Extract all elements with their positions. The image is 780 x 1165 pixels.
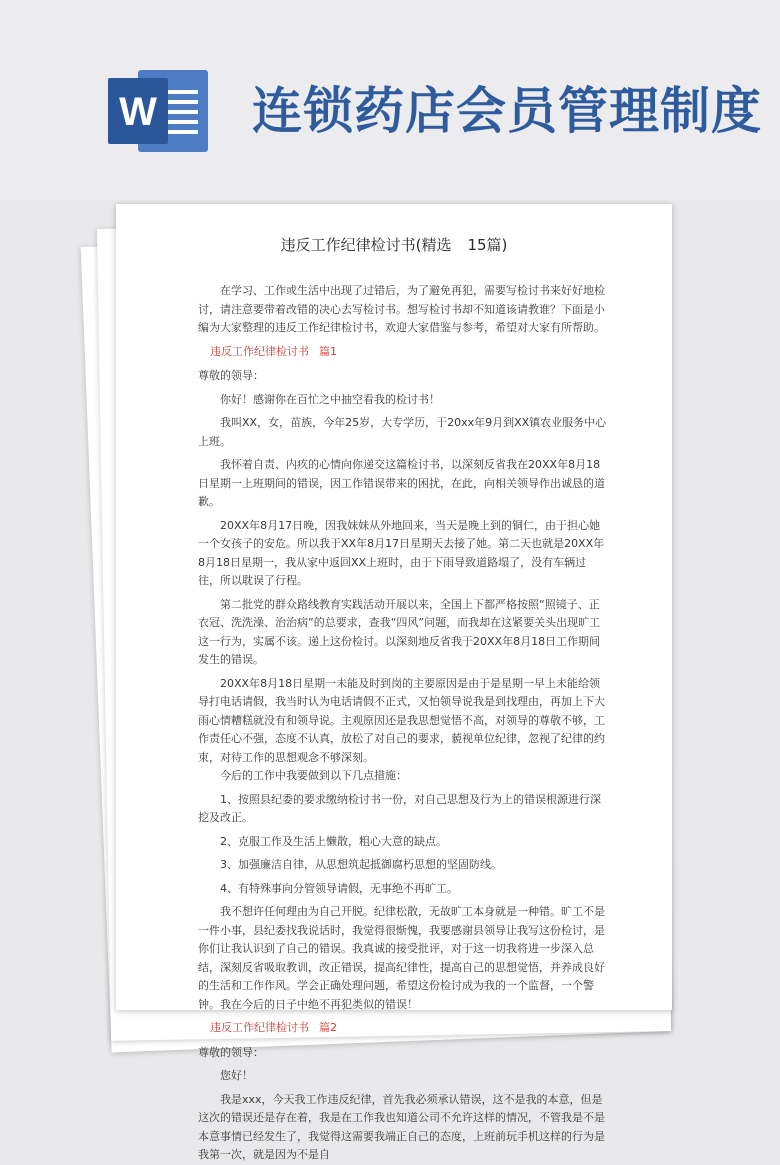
banner-title: 连锁药店会员管理制度 bbox=[252, 81, 762, 140]
body-paragraph: 我怀着自责、内疚的心情向你递交这篇检讨书，以深刻反省我在20XX年8月18日星期一上班期间的错误，因工作错误带来的困扰，在此，向相关领导作出诚恳的道歉。 bbox=[198, 458, 605, 508]
document-title bbox=[116, 234, 672, 255]
section-heading-text: 违反工作纪律检讨书 bbox=[210, 1021, 309, 1034]
greeting: 你好！感谢你在百忙之中抽空看我的检讨书！ bbox=[220, 392, 440, 406]
greeting: 您好！ bbox=[220, 1069, 253, 1082]
intro-paragraph: 在学习、工作或生活中出现了过错后，为了避免再犯，需要写检讨书来好好地检讨，请注意要带着改错的决心去写检讨书。想写检讨书却不知道该请教谁？下面是小编为大家整理的违反工作纪律检讨书，欢迎大家借鉴与参考，希望对大家有所帮助。 bbox=[198, 284, 605, 334]
body-paragraph: 第二批党的群众路线教育实践活动开展以来，全国上下都严格按照“照镜子、正衣冠、洗洗澡、治治病”的总要求，查我“四风”问题，而我却在这紧要关头出现旷工这一行为，实属不该。递上这份检讨。以深刻地反省我于20XX年8月18日工作期间发生的错误。 bbox=[198, 597, 601, 666]
salutation: 尊敬的领导： bbox=[198, 369, 264, 382]
document-title-main: 违反工作纪律检讨书(精选 bbox=[280, 236, 452, 254]
closing-paragraph: 我不想许任何理由为自己开脱。纪律松散，无故旷工本身就是一种错。旷工不是一件小事，县纪委找我说话时，我觉得很惭愧，我要感谢县领导让我写这份检讨，是你们让我认识到了自己的错误。我真诚的接受批评，对于这一切我将进一步深入总结，深刻反省吸取教训，改正错误，提高纪律性，提高自己的思想觉悟，并养成良好的生活和工作作风。学会正确处理问题，希望这份检讨成为我的一个监督，一个警钟。我在今后的日子中绝不再犯类似的错误！ bbox=[198, 905, 605, 1011]
body-paragraph: 今后的工作中我要做到以下几点措施： bbox=[220, 769, 407, 782]
measure-item: 3、加强廉洁自律，从思想筑起抵御腐朽思想的坚固防线。 bbox=[220, 858, 502, 871]
salutation: 尊敬的领导： bbox=[198, 1045, 264, 1059]
word-icon-graphic bbox=[108, 70, 208, 152]
body-paragraph: 20XX年8月18日星期一未能及时到岗的主要原因是由于是星期一早上未能给领导打电话请假，我当时认为电话请假不正式，又怕领导说我是到找理由，再加上下大雨心情糟糕就没有和领导说。主观原因还是我思想觉悟不高，对领导的尊敬不够，工作责任心不强，态度不认真，放松了对自己的要求，藐视单位纪律，忽视了纪律的约束，对待工作的思想观念不够深刻。 bbox=[198, 676, 605, 764]
measure-item: 1、按照县纪委的要求缴纳检讨书一份，对自己思想及行为上的错误根源进行深挖及改正。 bbox=[198, 792, 601, 824]
section-number: 篇2 bbox=[319, 1021, 337, 1034]
section-heading-text: 违反工作纪律检讨书 bbox=[210, 344, 309, 358]
measure-item: 2、克服工作及生活上懒散，粗心大意的缺点。 bbox=[220, 834, 447, 848]
section-number: 篇1 bbox=[319, 344, 337, 358]
banner bbox=[0, 0, 780, 200]
section-heading bbox=[198, 343, 608, 362]
body-paragraph: 我叫XX，女，苗族，今年25岁，大专学历，于20xx年9月到XX镇农业服务中心上班。 bbox=[198, 416, 607, 448]
measure-item: 4、有特殊事向分管领导请假，无事绝不再旷工。 bbox=[220, 881, 458, 895]
svg-text:W: W bbox=[119, 90, 157, 134]
section-heading bbox=[198, 1019, 608, 1038]
body-paragraph: 20XX年8月17日晚，因我妹妹从外地回来，当天是晚上到的铜仁，由于担心她一个女孩子的安危。所以我于XX年8月17日星期天去接了她。第二天也就是20XX年8月18日星期一，我从家中返回XX上班时，由于下雨导致道路塌了，没有车辆过往，所以耽误了行程。 bbox=[198, 518, 605, 587]
word-icon bbox=[108, 70, 208, 152]
document-body bbox=[198, 282, 608, 1165]
document-title-count: 15篇) bbox=[467, 236, 508, 254]
document-page bbox=[116, 204, 672, 1161]
body-paragraph: 我是xxx，今天我工作违反纪律，首先我必须承认错误，这不是我的本意，但是这次的错误还是存在着，我是在工作我也知道公司不允许这样的情况，不管我是不是本意事情已经发生了，我觉得这需要我端正自己的态度，上班前玩手机这样的行为是我第一次，就是因为不是自 bbox=[198, 1092, 605, 1161]
